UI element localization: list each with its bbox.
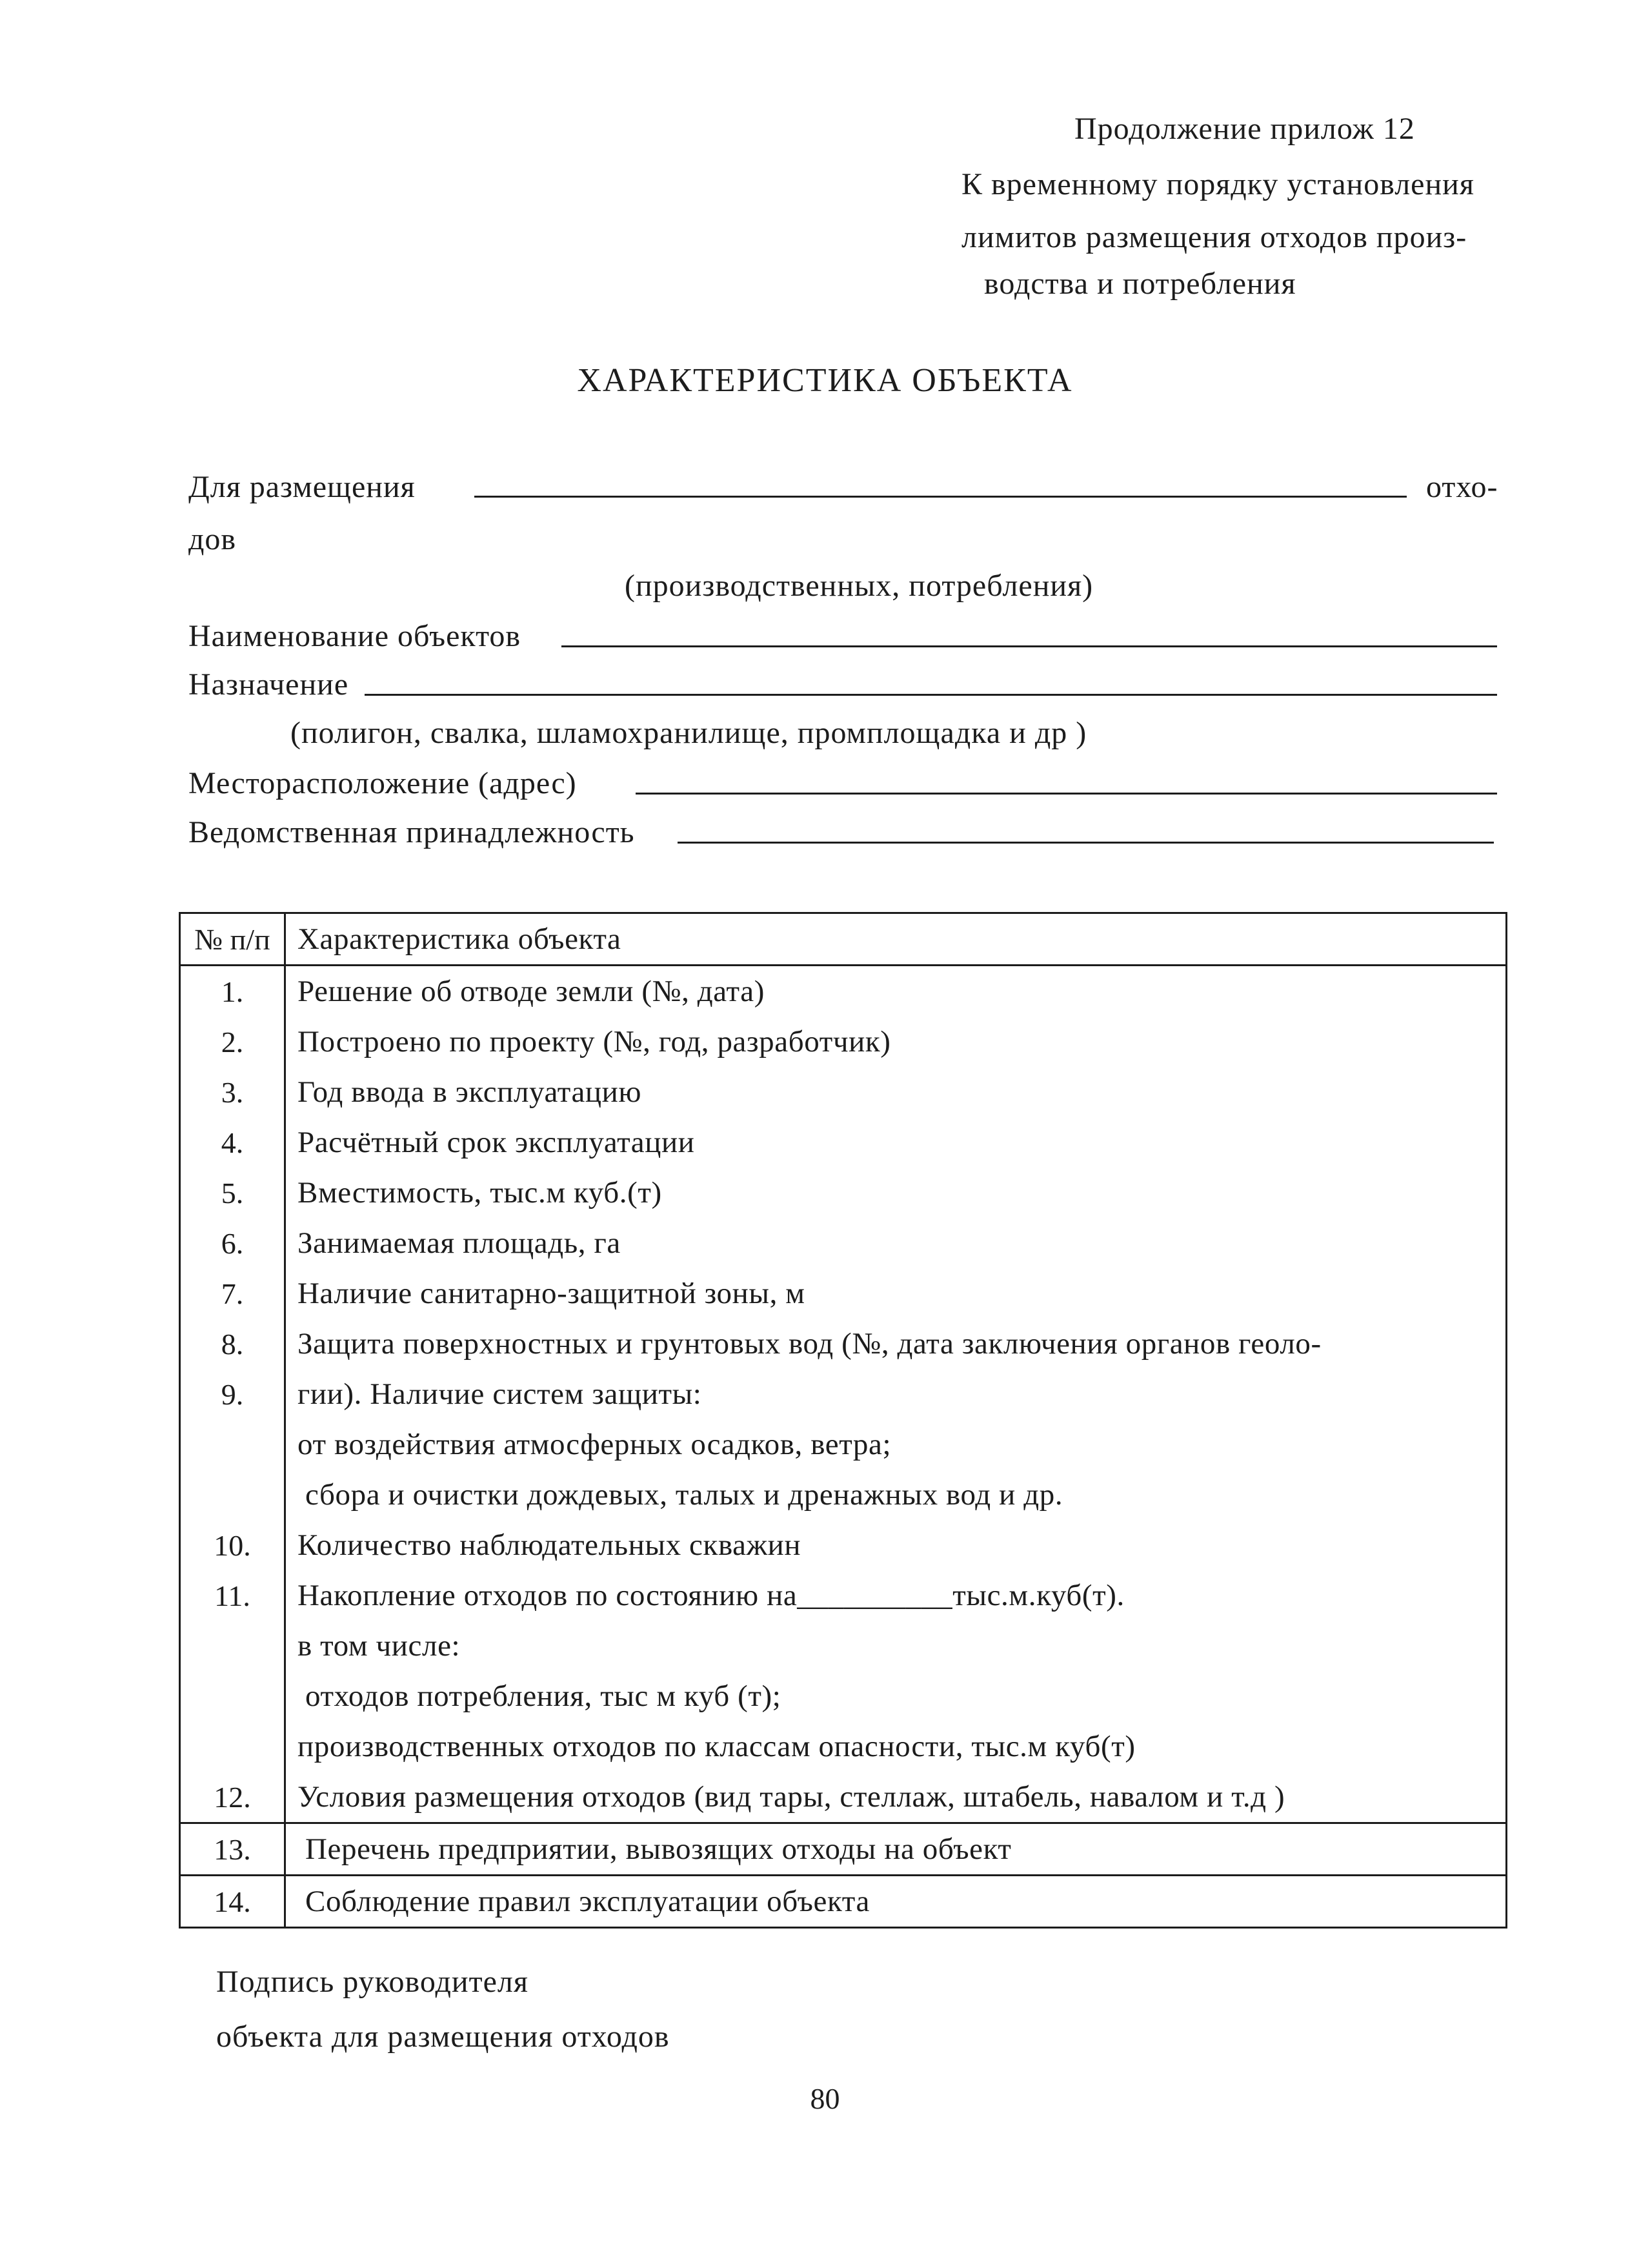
characteristics-table	[179, 912, 1507, 1929]
table-row	[181, 1621, 1505, 1671]
object-name-input-line[interactable]	[561, 645, 1497, 647]
appendix-reference-line-2: лимитов размещения отходов произ-	[961, 220, 1467, 254]
row-text: Перечень предприятии, вывозящих отходы на объект	[305, 1832, 1012, 1866]
row-number: 10.	[181, 1520, 286, 1570]
row-text: Наличие санитарно-защитной зоны, м	[297, 1277, 805, 1310]
placement-input-line[interactable]	[474, 496, 1407, 498]
row-number: 1.	[181, 966, 286, 1017]
table-row	[181, 966, 1505, 1017]
row-number	[181, 1671, 286, 1721]
page-number: 80	[810, 2082, 840, 2115]
table-row	[181, 1017, 1505, 1067]
row-number: 7.	[181, 1268, 286, 1319]
column-header-number: № п/п	[181, 914, 286, 964]
row-text: Расчётный срок эксплуатации	[297, 1126, 695, 1159]
object-name-label: Наименование объектов	[188, 619, 521, 653]
row-text: Решение об отводе земли (№, дата)	[297, 975, 765, 1008]
table-header-row	[181, 914, 1505, 966]
appendix-reference-line-1: К временному порядку установления	[961, 167, 1474, 201]
row-text: Количество наблюдательных скважин	[297, 1528, 801, 1562]
appendix-continuation: Продолжение прилож 12	[1074, 112, 1415, 146]
row-number: 8.	[181, 1319, 286, 1369]
row-text: Вместимость, тыс.м куб.(т)	[297, 1176, 662, 1210]
placement-wrap: дов	[188, 522, 237, 556]
row-text: производственных отходов по классам опасности, тыс.м куб(т)	[297, 1730, 1136, 1763]
placement-label: Для размещения	[188, 470, 416, 504]
row-number: 2.	[181, 1017, 286, 1067]
placement-suffix: отхо-	[1426, 470, 1498, 504]
row-number: 4.	[181, 1117, 286, 1168]
row-number: 14.	[181, 1876, 286, 1927]
row-number	[181, 1419, 286, 1470]
table-row	[181, 1067, 1505, 1117]
row-text: Условия размещения отходов (вид тары, стеллаж, штабель, навалом и т.д )	[297, 1780, 1285, 1814]
location-label: Месторасположение (адрес)	[188, 766, 577, 800]
purpose-input-line[interactable]	[365, 694, 1497, 696]
row-number: 5.	[181, 1168, 286, 1218]
table-row	[181, 1721, 1505, 1772]
row-number: 6.	[181, 1218, 286, 1268]
table-row	[181, 1319, 1505, 1369]
table-row	[181, 1268, 1505, 1319]
table-row	[181, 1570, 1505, 1621]
table-row	[181, 1419, 1505, 1470]
table-row	[181, 1772, 1505, 1824]
row-number: 11.	[181, 1570, 286, 1621]
row-text: Накопление отходов по состоянию на__________тыс.м.куб(т).	[297, 1579, 1125, 1612]
placement-hint: (производственных, потребления)	[625, 569, 1094, 603]
row-text: отходов потребления, тыс м куб (т);	[305, 1679, 781, 1713]
row-number: 9.	[181, 1369, 286, 1419]
affiliation-label: Ведомственная принадлежность	[188, 815, 635, 849]
purpose-label: Назначение	[188, 667, 349, 702]
row-text: в том числе:	[297, 1629, 461, 1663]
row-text: гии). Наличие систем защиты:	[297, 1377, 702, 1411]
signature-label-line-1: Подпись руководителя	[216, 1965, 528, 1999]
row-number	[181, 1721, 286, 1772]
table-row	[181, 1520, 1505, 1570]
row-number	[181, 1470, 286, 1520]
row-text: Соблюдение правил эксплуатации объекта	[305, 1885, 870, 1918]
row-text: Занимаемая площадь, га	[297, 1226, 621, 1260]
signature-label-line-2: объекта для размещения отходов	[216, 2020, 670, 2054]
appendix-reference-line-3: водства и потребления	[984, 267, 1296, 301]
table-row	[181, 1876, 1505, 1927]
row-number: 3.	[181, 1067, 286, 1117]
table-row	[181, 1369, 1505, 1419]
table-row	[181, 1117, 1505, 1168]
row-number: 13.	[181, 1824, 286, 1874]
column-header-characteristic: Характеристика объекта	[297, 922, 621, 956]
row-text: Год ввода в эксплуатацию	[297, 1075, 642, 1109]
location-input-line[interactable]	[636, 793, 1497, 795]
purpose-hint: (полигон, свалка, шламохранилище, промплощадка и др )	[290, 716, 1087, 750]
row-text: сбора и очистки дождевых, талых и дренажных вод и др.	[305, 1478, 1063, 1512]
table-row	[181, 1470, 1505, 1520]
row-text: Защита поверхностных и грунтовых вод (№, дата заключения органов геоло-	[297, 1327, 1322, 1361]
document-title: ХАРАКТЕРИСТИКА ОБЪЕКТА	[577, 362, 1073, 399]
row-text: Построено по проекту (№, год, разработчик)	[297, 1025, 891, 1058]
table-row	[181, 1824, 1505, 1876]
table-row	[181, 1168, 1505, 1218]
table-row	[181, 1671, 1505, 1721]
row-number	[181, 1621, 286, 1671]
affiliation-input-line[interactable]	[678, 842, 1494, 844]
table-row	[181, 1218, 1505, 1268]
row-text: от воздействия атмосферных осадков, ветра;	[297, 1428, 892, 1461]
row-number: 12.	[181, 1772, 286, 1822]
